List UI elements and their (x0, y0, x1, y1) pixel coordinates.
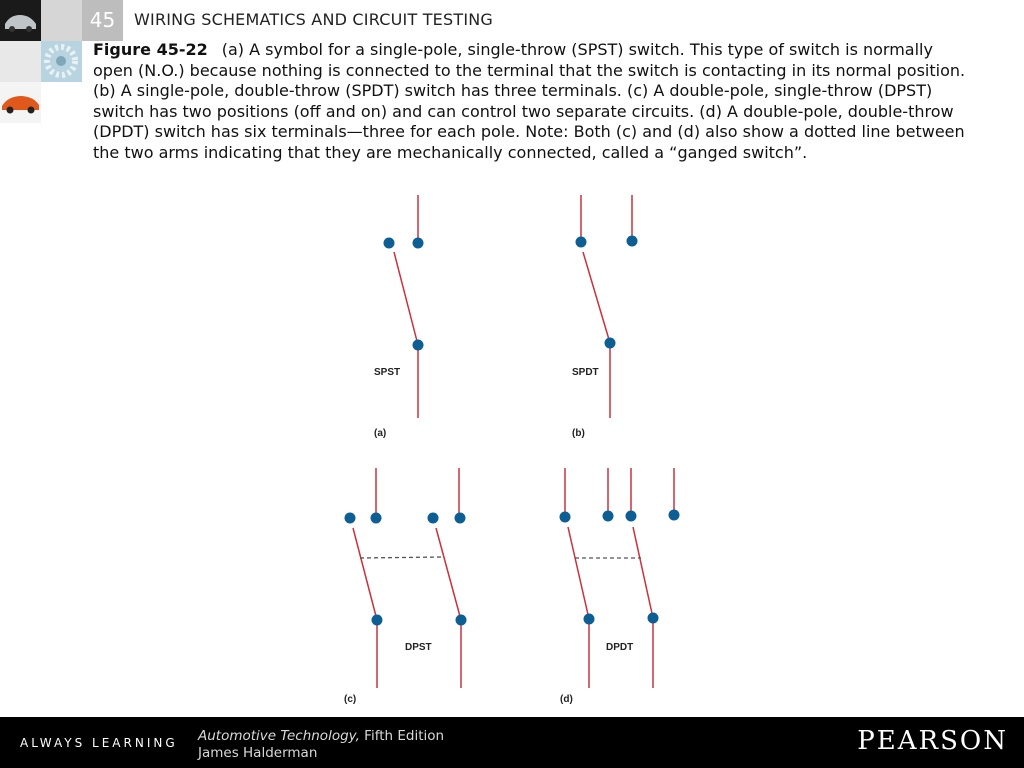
gang-link (360, 557, 444, 558)
dpst-label: DPST (405, 642, 432, 653)
terminal (648, 613, 659, 624)
turbine-icon (41, 41, 82, 82)
figure-label: Figure 45-22 (93, 40, 208, 59)
terminal (584, 614, 595, 625)
figure-caption (93, 40, 973, 163)
switch-arm (394, 252, 418, 345)
switch-arm (568, 527, 589, 619)
figure-tag-a: (a) (374, 428, 387, 439)
terminal (372, 615, 383, 626)
dpdt-diagram (560, 468, 680, 705)
terminal (455, 513, 466, 524)
caption-text: (a) A symbol for a single-pole, single-throw (SPST) switch. This type of switch is normally open (N.O.) because nothing is connected to the terminal that the switch is contacting in its normal position. (b) A single-pole, double-throw (SPDT) switch has three terminals. (c) A double-pole, single-throw (DPST) switch has two positions (off and on) and can control two separate circuits. (d) A double-pole, double-throw (DPDT) switch has six terminals—three for each pole. Note: Both (c) and (d) also show a dotted line between the two arms indicating that they are mechanically connected, called a “ganged switch”. (93, 40, 966, 162)
terminal (345, 513, 356, 524)
terminal (560, 512, 571, 523)
switch-symbols-figure (330, 190, 700, 710)
terminal (627, 236, 638, 247)
book-author: James Halderman (198, 745, 318, 761)
dpst-diagram (344, 468, 467, 705)
spdt-diagram (572, 195, 638, 439)
figure-tag-c: (c) (344, 694, 357, 705)
publisher-logo: PEARSON (857, 726, 1008, 756)
side-gray-panel (0, 41, 41, 82)
terminal (626, 511, 637, 522)
switch-arm (353, 528, 377, 620)
switch-arm (436, 528, 461, 620)
terminal (669, 510, 680, 521)
book-citation (198, 728, 444, 762)
book-title: Automotive Technology, (198, 728, 360, 744)
sports-car-icon (0, 82, 41, 123)
terminal (371, 513, 382, 524)
sports-car-thumbnail-image (0, 82, 41, 123)
switch-arm (633, 527, 653, 618)
terminal (384, 238, 395, 249)
car-icon (0, 0, 41, 41)
chapter-title: WIRING SCHEMATICS AND CIRCUIT TESTING (134, 10, 494, 29)
terminal (428, 513, 439, 524)
terminal (576, 237, 587, 248)
terminal (413, 238, 424, 249)
terminal (605, 338, 616, 349)
figure-tag-d: (d) (560, 694, 573, 705)
switch-arm (583, 252, 610, 343)
terminal (413, 340, 424, 351)
spst-label: SPST (374, 367, 401, 378)
car-thumbnail-image (0, 0, 41, 41)
book-edition: Fifth Edition (359, 728, 445, 744)
header-gray-panel (41, 0, 82, 41)
figure-tag-b: (b) (572, 428, 585, 439)
chapter-number: 45 (82, 0, 123, 41)
terminal (603, 511, 614, 522)
footer-bar (0, 717, 1024, 768)
spst-diagram (374, 195, 424, 439)
terminal (456, 615, 467, 626)
turbine-thumbnail-image (41, 41, 82, 82)
footer-tagline: ALWAYS LEARNING (20, 736, 178, 750)
dpdt-label: DPDT (606, 642, 634, 653)
spdt-label: SPDT (572, 367, 599, 378)
